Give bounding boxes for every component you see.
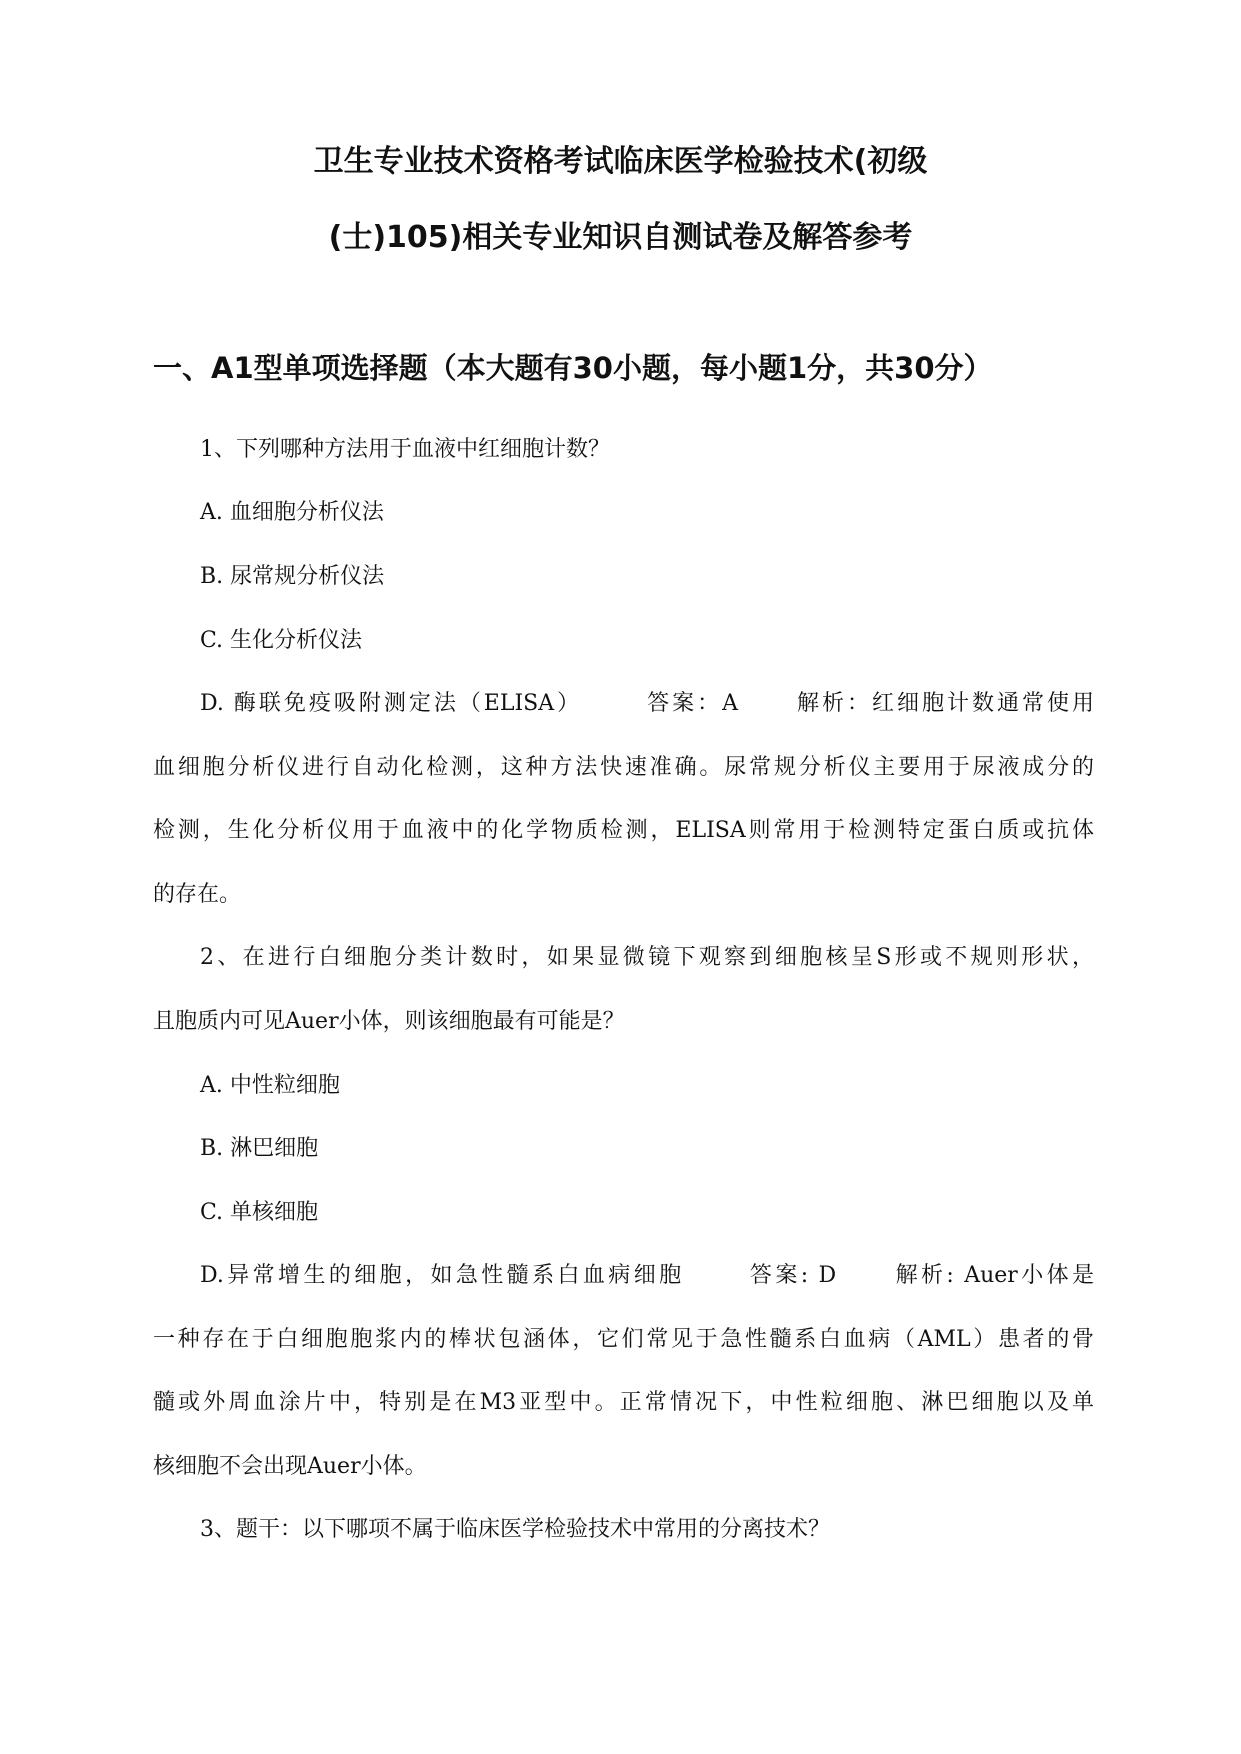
q2-answer: 答案: D — [746, 1263, 837, 1288]
q1-analysis-line-3: 的存在。 — [153, 882, 242, 907]
q1-option-a: A. 血细胞分析仪法 — [200, 500, 384, 525]
q1-answer: 答案：A — [644, 691, 739, 716]
q2-option-b: B. 淋巴细胞 — [200, 1136, 319, 1161]
title-line-2: (士)105)相关专业知识自测试卷及解答参考 — [328, 220, 913, 255]
q2-option-c: C. 单核细胞 — [200, 1200, 319, 1225]
q3-stem: 3、题干：以下哪项不属于临床医学检验技术中常用的分离技术？ — [200, 1517, 830, 1542]
q2-option-d: D.异常增生的细胞，如急性髓系白血病细胞 — [200, 1263, 685, 1288]
q2-analysis-line-1: 一种存在于白细胞胞浆内的棒状包涵体，它们常见于急性髓系白血病（AML）患者的骨 — [153, 1327, 1094, 1352]
q2-stem-line-2: 且胞质内可见Auer小体，则该细胞最有可能是？ — [153, 1009, 625, 1034]
title-line-1: 卫生专业技术资格考试临床医学检验技术(初级 — [313, 144, 928, 179]
q2-analysis-line-3: 核细胞不会出现Auer小体。 — [153, 1454, 427, 1479]
q1-option-b: B. 尿常规分析仪法 — [200, 564, 385, 589]
q1-option-d: D. 酶联免疫吸附测定法（ELISA） — [200, 691, 583, 716]
q2-option-d-row — [200, 1260, 1094, 1292]
q2-analysis-line-2: 髓或外周血涂片中，特别是在M3亚型中。正常情况下，中性粒细胞、淋巴细胞以及单 — [153, 1390, 1094, 1415]
q1-analysis-label: 解析：红细胞计数通常使用 — [794, 691, 1094, 716]
q1-analysis-line-2: 检测，生化分析仪用于血液中的化学物质检测，ELISA则常用于检测特定蛋白质或抗体 — [153, 818, 1094, 843]
q1-option-c: C. 生化分析仪法 — [200, 628, 363, 653]
q1-stem: 1、下列哪种方法用于血液中红细胞计数？ — [200, 437, 610, 462]
q2-option-a: A. 中性粒细胞 — [200, 1073, 340, 1098]
q2-stem-line-1: 2、在进行白细胞分类计数时，如果显微镜下观察到细胞核呈S形或不规则形状， — [200, 945, 1094, 970]
q1-option-d-row — [200, 688, 1094, 720]
section-heading: 一、A1型单项选择题（本大题有30小题，每小题1分，共30分） — [153, 351, 993, 385]
q1-analysis-line-1: 血细胞分析仪进行自动化检测，这种方法快速准确。尿常规分析仪主要用于尿液成分的 — [153, 755, 1094, 780]
q2-analysis-label: 解析: Auer小体是 — [892, 1263, 1095, 1288]
